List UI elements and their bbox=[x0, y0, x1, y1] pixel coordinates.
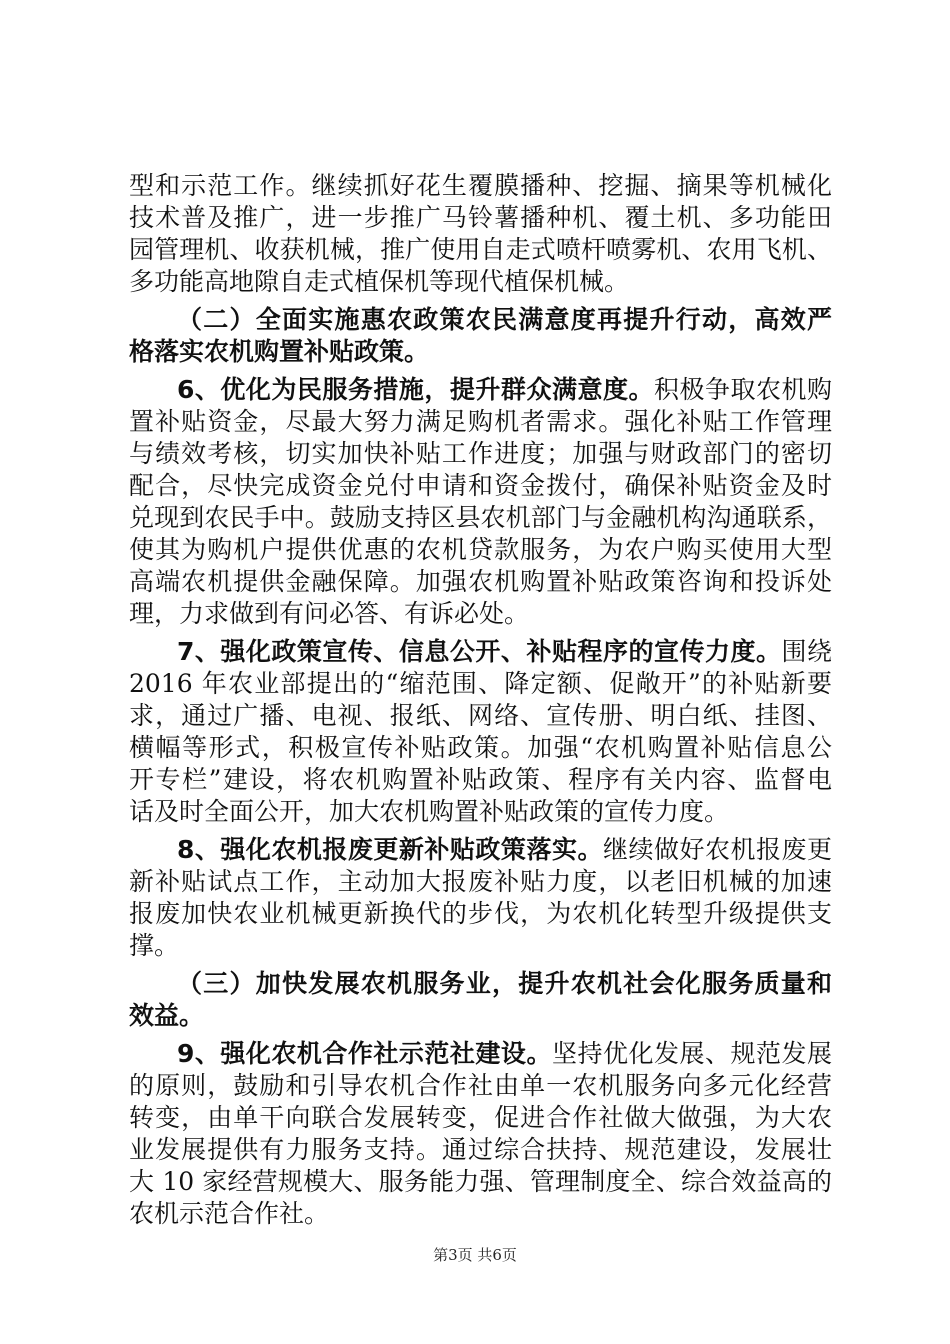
bold-heading-text: 6、优化为民服务措施，提升群众满意度。 bbox=[177, 375, 654, 404]
body-text: 的原则，鼓励和引导农机合作社由单一农机服务向多元化经营 bbox=[129, 1071, 832, 1100]
body-text: 园管理机、收获机械，推广使用自走式喷杆喷雾机、农用飞机、 bbox=[129, 235, 832, 264]
body-text: 大 10 家经营规模大、服务能力强、管理制度全、综合效益高的 bbox=[129, 1167, 832, 1196]
body-text: 技术普及推广，进一步推广马铃薯播种机、覆土机、多功能田 bbox=[129, 203, 832, 232]
body-text: 高端农机提供金融保障。加强农机购置补贴政策咨询和投诉处 bbox=[129, 567, 832, 596]
body-text: 置补贴资金，尽最大努力满足购机者需求。强化补贴工作管理 bbox=[129, 407, 832, 436]
text-line bbox=[129, 1000, 832, 1032]
body-text: 求，通过广播、电视、报纸、网络、宣传册、明白纸、挂图、 bbox=[129, 701, 832, 730]
text-line bbox=[129, 668, 832, 700]
body-text: 围绕 bbox=[781, 637, 832, 666]
text-line bbox=[129, 796, 832, 828]
bold-heading-text: 8、强化农机报废更新补贴政策落实。 bbox=[177, 835, 603, 864]
text-line bbox=[129, 470, 832, 502]
text-line bbox=[129, 1166, 832, 1198]
bold-heading-text: 7、强化政策宣传、信息公开、补贴程序的宣传力度。 bbox=[177, 637, 782, 666]
text-line bbox=[129, 374, 832, 406]
text-line bbox=[129, 834, 832, 866]
text-line bbox=[129, 1070, 832, 1102]
text-line bbox=[129, 1038, 832, 1070]
body-text: 农机示范合作社。 bbox=[129, 1199, 330, 1228]
text-line bbox=[129, 406, 832, 438]
text-line bbox=[129, 170, 832, 202]
body-text: 话及时全面公开，加大农机购置补贴政策的宣传力度。 bbox=[129, 797, 730, 826]
body-text: 新补贴试点工作，主动加大报废补贴力度，以老旧机械的加速 bbox=[129, 867, 832, 896]
body-text: 2016 年农业部提出的“缩范围、降定额、促敞开”的补贴新要 bbox=[129, 669, 832, 698]
text-line bbox=[129, 266, 832, 298]
text-line bbox=[129, 438, 832, 470]
bold-heading-text: 效益。 bbox=[129, 1001, 205, 1030]
text-line bbox=[129, 930, 832, 962]
text-line bbox=[129, 898, 832, 930]
bold-heading-text: 9、强化农机合作社示范社建设。 bbox=[177, 1039, 552, 1068]
body-text: 型和示范工作。继续抓好花生覆膜播种、挖掘、摘果等机械化 bbox=[129, 171, 832, 200]
bold-heading-text: （二）全面实施惠农政策农民满意度再提升行动，高效严 bbox=[177, 305, 832, 334]
page-number-label: 第3页 共6页 bbox=[433, 1246, 517, 1264]
body-text: 理，力求做到有问必答、有诉必处。 bbox=[129, 599, 530, 628]
body-text: 开专栏”建设，将农机购置补贴政策、程序有关内容、监督电 bbox=[129, 765, 832, 794]
text-line bbox=[129, 636, 832, 668]
bold-heading-text: 格落实农机购置补贴政策。 bbox=[129, 337, 430, 366]
text-line bbox=[129, 732, 832, 764]
text-line bbox=[129, 968, 832, 1000]
text-line bbox=[129, 234, 832, 266]
text-line bbox=[129, 534, 832, 566]
body-text: 业发展提供有力服务支持。通过综合扶持、规范建设，发展壮 bbox=[129, 1135, 832, 1164]
text-line bbox=[129, 304, 832, 336]
text-line bbox=[129, 700, 832, 732]
body-text: 坚持优化发展、规范发展 bbox=[551, 1039, 832, 1068]
text-line bbox=[129, 336, 832, 368]
text-line bbox=[129, 1198, 832, 1230]
body-text: 配合，尽快完成资金兑付申请和资金拨付，确保补贴资金及时 bbox=[129, 471, 832, 500]
document-body bbox=[129, 170, 832, 1230]
body-text: 报废加快农业机械更新换代的步伐，为农机化转型升级提供支 bbox=[129, 899, 832, 928]
text-line bbox=[129, 202, 832, 234]
text-line bbox=[129, 1134, 832, 1166]
text-line bbox=[129, 598, 832, 630]
text-line bbox=[129, 764, 832, 796]
body-text: 使其为购机户提供优惠的农机贷款服务，为农户购买使用大型 bbox=[129, 535, 832, 564]
body-text: 多功能高地隙自走式植保机等现代植保机械。 bbox=[129, 267, 630, 296]
body-text: 撑。 bbox=[129, 931, 180, 960]
bold-heading-text: （三）加快发展农机服务业，提升农机社会化服务质量和 bbox=[177, 969, 832, 998]
text-line bbox=[129, 566, 832, 598]
page-footer bbox=[0, 1244, 950, 1265]
body-text: 与绩效考核，切实加快补贴工作进度；加强与财政部门的密切 bbox=[129, 439, 832, 468]
body-text: 继续做好农机报废更 bbox=[602, 835, 832, 864]
text-line bbox=[129, 1102, 832, 1134]
text-line bbox=[129, 866, 832, 898]
body-text: 横幅等形式，积极宣传补贴政策。加强“农机购置补贴信息公 bbox=[129, 733, 832, 762]
text-line bbox=[129, 502, 832, 534]
body-text: 兑现到农民手中。鼓励支持区县农机部门与金融机构沟通联系， bbox=[129, 503, 832, 532]
body-text: 转变，由单干向联合发展转变，促进合作社做大做强，为大农 bbox=[129, 1103, 832, 1132]
body-text: 积极争取农机购 bbox=[653, 375, 832, 404]
